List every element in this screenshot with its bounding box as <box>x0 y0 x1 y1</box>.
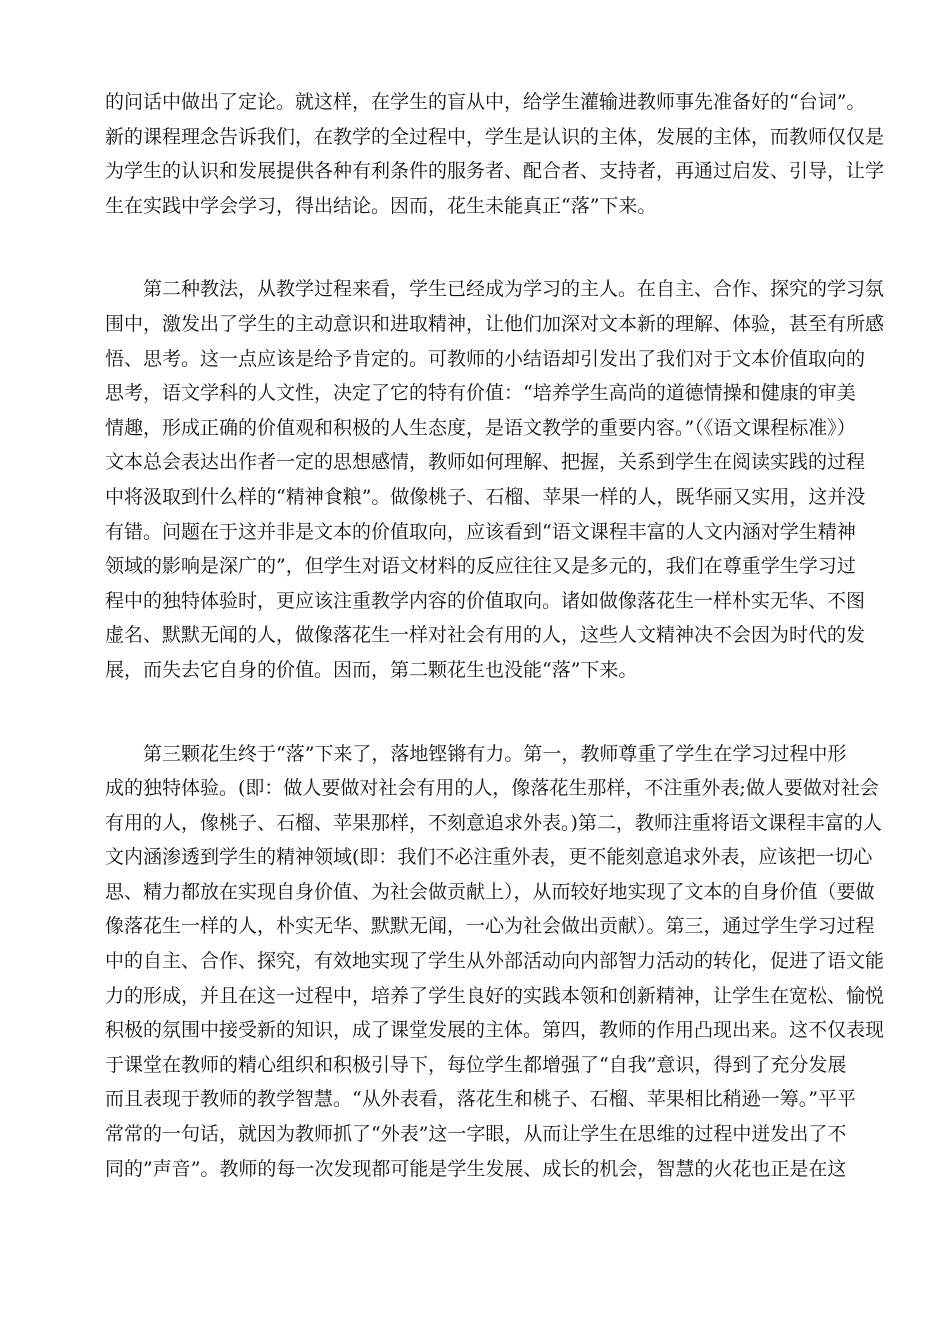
text-line: 虚名、默默无闻的人，做像落花生一样对社会有用的人，这些人文精神决不会因为时代的发 <box>105 624 866 647</box>
text-line: 有错。问题在于这并非是文本的价值取向，应该看到“语文课程丰富的人文内涵对学生精神 <box>105 520 856 543</box>
text-line: 展，而失去它自身的价值。因而，第二颗花生也没能“落”下来。 <box>105 658 638 681</box>
text-line: 力的形成，并且在这一过程中，培养了学生良好的实践本领和创新精神，让学生在宽松、愉悦 <box>105 984 885 1007</box>
paragraph-3 <box>105 737 885 1187</box>
text-line: 像落花生一样的人，朴实无华、默默无闻，一心为社会做出贡献）。第三，通过学生学习过程 <box>105 915 875 938</box>
text-line: 情趣，形成正确的价值观和积极的人生态度，是语文教学的重要内容。”（《语文课程标准》） <box>105 416 856 439</box>
text-line: 悟、思考。这一点应该是给予肯定的。可教师的小结语却引发出了我们对于文本价值取向的 <box>105 347 866 370</box>
text-line: 文内涵渗透到学生的精神领域(即：我们不必注重外表，更不能刻意追求外表，应该把一切心 <box>105 846 873 869</box>
text-line: 新的课程理念告诉我们，在教学的全过程中，学生是认识的主体，发展的主体，而教师仅仅是 <box>105 125 885 148</box>
text-line: 而且表现于教师的教学智慧。“从外表看，落花生和桃子、石榴、苹果相比稍逊一筹。”平平 <box>105 1088 856 1111</box>
text-line: 有用的人，像桃子、石榴、苹果那样，不刻意追求外表。)第二，教师注重将语文课程丰富的人 <box>105 811 882 834</box>
text-line: 第二种教法，从教学过程来看，学生已经成为学习的主人。在自主、合作、探究的学习氛 <box>143 278 885 301</box>
paragraph-1 <box>105 85 885 223</box>
text-line: 中的自主、合作、探究，有效地实现了学生从外部活动向内部智力活动的转化，促进了语文能 <box>105 950 885 973</box>
text-line: 成的独特体验。(即：做人要做对社会有用的人，像落花生那样，不注重外表;做人要做对社会 <box>105 777 879 800</box>
text-line: 程中的独特体验时，更应该注重教学内容的价值取向。诸如做像落花生一样朴实无华、不图 <box>105 589 866 612</box>
text-line: 思考，语文学科的人文性，决定了它的特有价值：“培养学生高尚的道德情操和健康的审美 <box>105 382 856 405</box>
text-line: 生在实践中学会学习，得出结论。因而，花生未能真正“落”下来。 <box>105 194 657 217</box>
text-line: 常常的一句话，就因为教师抓了“外表”这一字眼，从而让学生在思维的过程中迸发出了不 <box>105 1123 847 1146</box>
paragraph-spacer <box>105 223 865 272</box>
paragraph-2 <box>105 272 885 687</box>
paragraph-spacer <box>105 688 865 737</box>
text-line: 围中，激发出了学生的主动意识和进取精神，让他们加深对文本新的理解、体验，甚至有所感 <box>105 312 885 335</box>
text-line: 领域的影响是深广的”，但学生对语文材料的反应往往又是多元的，我们在尊重学生学习过 <box>105 555 856 578</box>
text-line: 思、精力都放在实现自身价值、为社会做贡献上），从而较好地实现了文本的自身价值（要做 <box>105 880 875 903</box>
text-line: 于课堂在教师的精心组织和积极引导下，每位学生都增强了“自我”意识，得到了充分发展 <box>105 1053 847 1076</box>
text-line: 中将汲取到什么样的“精神食粮”。做像桃子、石榴、苹果一样的人，既华丽又实用，这并没 <box>105 485 866 508</box>
text-line: 第三颗花生终于“落”下来了，落地铿锵有力。第一，教师尊重了学生在学习过程中形 <box>143 742 847 765</box>
text-line: 的问话中做出了定论。就这样，在学生的盲从中，给学生灌输进教师事先准备好的“台词”。 <box>105 91 866 113</box>
text-line: 文本总会表达出作者一定的思想感情，教师如何理解、把握，关系到学生在阅读实践的过程 <box>105 451 866 474</box>
document-body <box>105 85 885 1186</box>
text-line: 同的”声音”。教师的每一次发现都可能是学生发展、成长的机会，智慧的火花也正是在这 <box>105 1157 847 1180</box>
text-line: 为学生的认识和发展提供各种有利条件的服务者、配合者、支持者，再通过启发、引导，让学 <box>105 160 885 183</box>
text-line: 积极的氛围中接受新的知识，成了课堂发展的主体。第四，教师的作用凸现出来。这不仅表现 <box>105 1019 885 1042</box>
